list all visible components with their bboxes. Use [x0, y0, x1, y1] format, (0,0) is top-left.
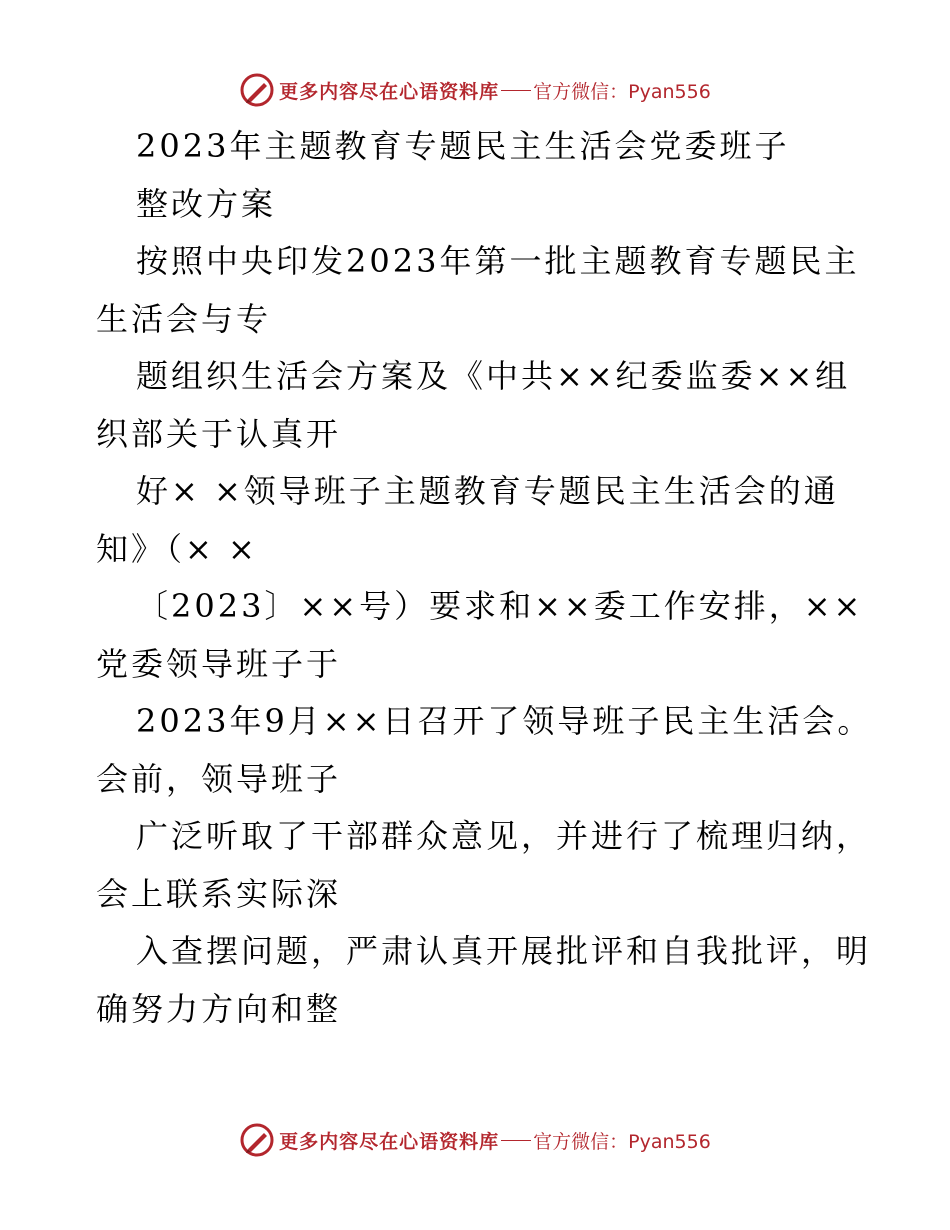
document-text-line: 织部关于认真开: [96, 414, 342, 453]
document-text-line: 广泛听取了干部群众意见，并进行了梳理归纳，: [136, 817, 872, 855]
footer-watermark-banner: [0, 1120, 950, 1160]
document-text-line: 按照中央印发2023年第一批主题教育专题民主: [136, 242, 860, 280]
document-text-line: 2023年主题教育专题民主生活会党委班子: [136, 127, 790, 165]
document-body: [96, 118, 873, 1038]
pen-logo-icon: [239, 1122, 275, 1158]
banner-wechat-text: 官方微信：Pyan556: [533, 80, 711, 103]
pen-logo-icon: [239, 72, 275, 108]
document-text-line: 生活会与专: [96, 299, 272, 338]
document-text-line: 确努力方向和整: [96, 989, 342, 1028]
document-text-line: 整改方案: [136, 184, 277, 223]
banner-main-text: 更多内容尽在心语资料库: [279, 1130, 500, 1153]
banner-dash-divider: [501, 1140, 531, 1141]
document-text-line: 知》（× ×: [96, 529, 258, 568]
document-text-line: 党委领导班子于: [96, 644, 342, 683]
document-text-line: 会前，领导班子: [96, 759, 342, 798]
document-text-line: 2023年9月××日召开了领导班子民主生活会。: [136, 702, 873, 740]
document-text-line: 题组织生活会方案及《中共××纪委监委××组: [136, 357, 851, 395]
document-text-line: 会上联系实际深: [96, 874, 342, 913]
document-text-line: 〔2023〕××号）要求和××委工作安排，××: [136, 587, 864, 625]
banner-dash-divider: [501, 90, 531, 91]
banner-wechat-text: 官方微信：Pyan556: [533, 1130, 711, 1153]
header-watermark-banner: [0, 70, 950, 110]
document-text-line: 好× ×领导班子主题教育专题民主生活会的通: [136, 472, 839, 510]
banner-main-text: 更多内容尽在心语资料库: [279, 80, 500, 103]
document-text-line: 入查摆问题，严肃认真开展批评和自我批评，明: [136, 932, 872, 970]
